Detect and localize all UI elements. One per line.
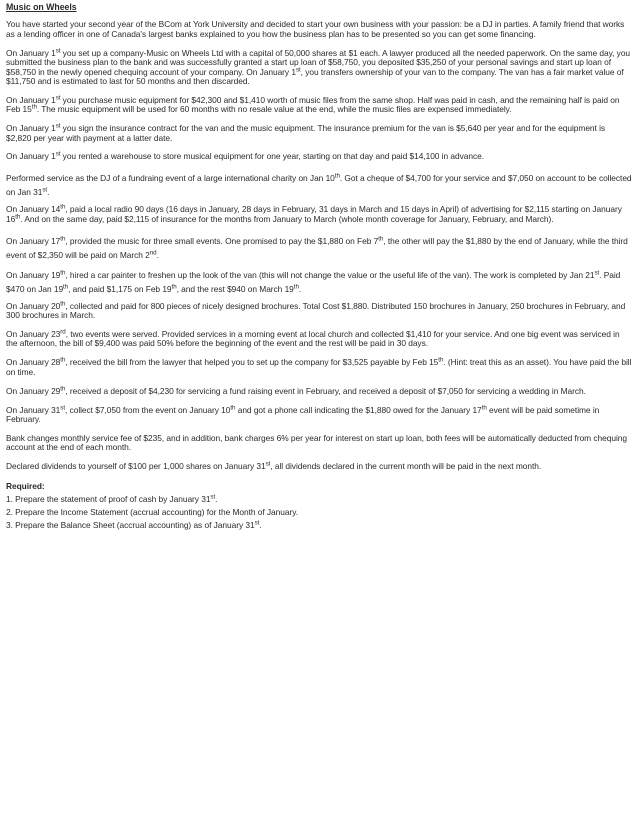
text-run: , the other will pay the $1,880 by the end of January, while the third event of $2,350 will be paid on March 2 xyxy=(6,235,628,260)
superscript-text: th xyxy=(31,103,37,111)
superscript-text: th xyxy=(60,203,66,211)
superscript-text: st xyxy=(60,404,66,412)
paragraph xyxy=(6,302,632,321)
superscript-text: st xyxy=(254,519,260,527)
paragraph xyxy=(6,462,632,471)
superscript-text: th xyxy=(63,283,69,291)
text-run: , received a deposit of $4,230 for servicing a fund raising event in February, and received a deposit of $7,050 for servicing a wedding in March. xyxy=(65,385,586,396)
superscript-text: st xyxy=(295,66,301,74)
text-run: 3. Prepare the Balance Sheet (accrual accounting) as of January 31 xyxy=(6,519,255,530)
superscript-text: th xyxy=(171,283,177,291)
superscript-text: st xyxy=(55,122,61,130)
required-item xyxy=(6,493,632,506)
paragraph-list xyxy=(6,20,632,471)
superscript-text: st xyxy=(55,47,61,55)
text-run: , you transfers ownership of your van to the company. The van has a fair market value of $11,750 and is estimated to last for 50 months and then discarded. xyxy=(6,66,624,86)
superscript-text: th xyxy=(378,235,384,243)
paragraph xyxy=(6,124,632,143)
superscript-text: th xyxy=(293,283,299,291)
text-run: and got a phone call indicating the $1,880 owed for the January 17 xyxy=(235,404,482,415)
text-run: On January 1 xyxy=(6,123,56,134)
text-run: On January 31 xyxy=(6,404,61,415)
text-run: Declared dividends to yourself of $100 per 1,000 shares on January 31 xyxy=(6,461,266,472)
superscript-text: st xyxy=(210,493,216,501)
text-run: . xyxy=(259,519,262,530)
text-run: event will be paid sometime in February. xyxy=(6,404,600,424)
superscript-text: st xyxy=(55,94,61,102)
text-run: , received the bill from the lawyer that helped you to set up the company for $3,525 payable by Feb 15 xyxy=(65,357,439,368)
text-run: , and the rest $940 on March 19 xyxy=(176,283,294,294)
text-run: . xyxy=(298,283,302,294)
text-run: you rented a warehouse to store musical equipment for one year, starting on that day and paid $14,100 in advance. xyxy=(60,151,484,162)
text-run: On January 1 xyxy=(6,47,56,58)
text-run: . The music equipment will be used for 60 months with no resale value at the end, while the music files are expensed immediately. xyxy=(36,104,512,115)
paragraph xyxy=(6,268,632,296)
text-run: 2. Prepare the Income Statement (accrual accounting) for the Month of January. xyxy=(6,506,299,517)
text-run: On January 1 xyxy=(6,151,56,162)
superscript-text: st xyxy=(55,150,61,158)
text-run: , hired a car painter to freshen up the look of the van (this will not change the value or the useful life of the van). The work is completed by Jan 21 xyxy=(65,269,595,280)
text-run: On January 20 xyxy=(6,300,61,311)
paragraph xyxy=(6,234,632,262)
text-run: , collect $7,050 from the event on January 10 xyxy=(65,404,231,415)
superscript-text: rd xyxy=(60,328,66,336)
text-run: On January 23 xyxy=(6,329,61,339)
paragraph xyxy=(6,205,632,224)
required-item xyxy=(6,506,632,519)
paragraph xyxy=(6,406,632,425)
text-run: . xyxy=(156,249,159,260)
text-run: On January 19 xyxy=(6,269,61,280)
text-run: , two events were served. Provided services in a morning event at local church and collected $1,410 for your service. And one big event was serviced in the afternoon, the bill of $9,400 was paid 50% before the beginning of the event and the rest will be paid in 30 days. xyxy=(6,329,620,349)
paragraph xyxy=(6,434,632,453)
paragraph xyxy=(6,330,632,349)
text-run: On January 1 xyxy=(6,94,56,105)
text-run: , all dividends declared in the current month will be paid in the next month. xyxy=(270,461,542,472)
required-list xyxy=(6,493,632,532)
text-run: , provided the music for three small events. One promised to pay the $1,880 on Feb 7 xyxy=(65,235,379,246)
text-run: Bank changes monthly service fee of $235, and in addition, bank charges 6% per year for interest on start up loan, both fees will be automatically deducted from chequing account at the end of each month. xyxy=(6,432,627,453)
text-run: you set up a company-Music on Wheels Ltd with a capital of 50,000 shares at $1 each. A lawyer produced all the needed paperwork. On the same day, you submitted the business plan to the bank and was successfully granted a start up loan of $58,750, you deposited $35,250 of your personal savings and start up loan of $58,750 in the newly opened chequing account of your company. On January 1 xyxy=(6,47,631,77)
text-run: , and paid $1,175 on Feb 19 xyxy=(68,283,172,294)
superscript-text: nd xyxy=(149,249,157,257)
paragraph xyxy=(6,49,632,87)
text-run: , collected and paid for 800 pieces of nicely designed brochures. Total Cost $1,880. Distributed 150 brochures in January, 250 brochures in February, and 300 brochures in March. xyxy=(6,300,626,321)
superscript-text: th xyxy=(230,404,236,412)
document-title: Music on Wheels xyxy=(6,2,77,12)
required-label: Required: xyxy=(6,480,45,491)
text-run: , paid a local radio 90 days (16 days in January, 28 days in February, 31 days in March and 15 days in April) of advertising for $2,115 starting on January 16 xyxy=(6,204,622,224)
paragraph xyxy=(6,152,632,161)
required-item xyxy=(6,519,632,532)
superscript-text: th xyxy=(60,356,66,364)
paragraph xyxy=(6,171,632,199)
text-run: On January 17 xyxy=(6,235,61,246)
superscript-text: th xyxy=(438,356,444,364)
superscript-text: th xyxy=(60,300,66,308)
text-run: On January 28 xyxy=(6,357,61,368)
superscript-text: st xyxy=(594,269,600,277)
superscript-text: th xyxy=(60,385,66,393)
text-run: . xyxy=(215,493,218,504)
paragraph xyxy=(6,96,632,115)
superscript-text: th xyxy=(15,213,21,221)
paragraph xyxy=(6,358,632,377)
superscript-text: th xyxy=(481,404,487,412)
superscript-text: st xyxy=(265,460,271,468)
superscript-text: th xyxy=(334,172,340,180)
text-run: . xyxy=(47,187,50,198)
text-run: you purchase music equipment for $42,300 and $1,410 worth of music files from the same shop. Half was paid in cash, and the remaining half is paid on Feb 15 xyxy=(6,94,620,115)
text-run: you sign the insurance contract for the van and the music equipment. The insurance premium for the van is $5,640 per year and for the equipment is $2,820 per year with payment at a latter date. xyxy=(6,123,606,143)
text-run: 1. Prepare the statement of proof of cash by January 31 xyxy=(6,493,211,504)
text-run: . (Hint: treat this as an asset). You have paid the bill on time. xyxy=(6,357,632,377)
paragraph xyxy=(6,387,632,396)
text-run: On January 14 xyxy=(6,204,61,215)
superscript-text: st xyxy=(42,186,48,194)
superscript-text: th xyxy=(60,269,66,277)
text-run: On January 29 xyxy=(6,385,61,396)
text-run: . Paid $470 on Jan 19 xyxy=(6,269,621,294)
text-run: Performed service as the DJ of a fundraing event of a large international charity on Jan 10 xyxy=(6,173,335,184)
superscript-text: th xyxy=(60,235,66,243)
text-run: You have started your second year of the BCom at York University and decided to start your own business with your passion: be a DJ in parties. A family friend that works as a lending officer in one of Canada's largest banks explained to you how the business plan has to be presented so you can get some financing. xyxy=(6,19,625,39)
text-run: . And on the same day, paid $2,115 of insurance for the months from January to March (whole month coverage for January, February, and March). xyxy=(20,213,554,224)
text-run: . Got a cheque of $4,700 for your service and $7,050 on account to be collected on Jan 31 xyxy=(6,173,632,198)
paragraph xyxy=(6,20,632,39)
